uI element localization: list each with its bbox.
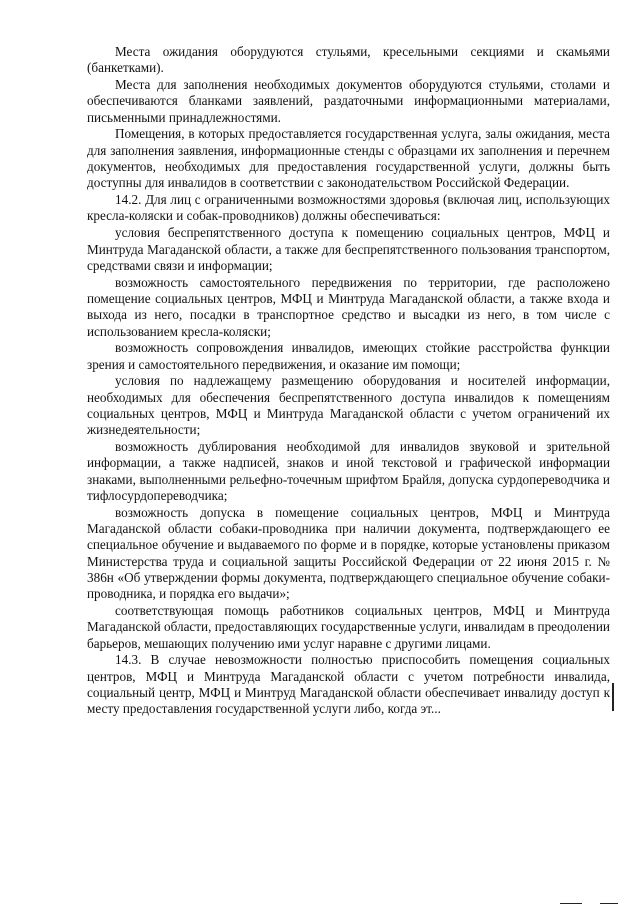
paragraph-section-14-3: 14.3. В случае невозможности полностью приспособить помещения социальных центров, МФЦ и Минтруда Магаданской области с учетом потребности инвалида, социальный центр, МФЦ и Минтруд Магаданской области обеспечивает инвалиду доступ к месту предоставления государственной услуги либо, когда эт... xyxy=(87,652,610,717)
paragraph-form-filling-places: Места для заполнения необходимых документов оборудуются стульями, столами и обеспечиваются бланками заявлений, раздаточными информационными материалами, письменными принадлежностями. xyxy=(87,77,610,125)
paragraph-independent-movement: возможность самостоятельного передвижения по территории, где расположено помещение социальных центров, МФЦ и Минтруда Магаданской области, а также входа и выхода из него, посадки в транспортное средство и высадки из него, в том числе с использованием кресла-коляски; xyxy=(87,274,610,339)
paragraph-guide-dog-access: возможность допуска в помещение социальных центров, МФЦ и Минтруда Магаданской области собаки-проводника при наличии документа, подтверждающего ее специальное обучение и выдаваемого по форме и в порядке, которые установлены приказом Министерства труда и социальной защиты Российской Федерации от 22 июня 2015 г. № 386н «Об утверждении формы документа, подтверждающего специальное обучение собаки-проводника, и порядка его выдачи»; xyxy=(87,504,610,602)
scan-edge-mark xyxy=(612,683,614,711)
scan-bottom-mark xyxy=(560,903,582,904)
paragraph-accessibility-premises: Помещения, в которых предоставляется государственная услуга, залы ожидания, места для заполнения заявления, информационные стенды с образцами их заполнения и перечнем документов, необходимых для предоставления государственной услуги, должны быть доступны для инвалидов в соответствии с законодательством Российской Федерации. xyxy=(87,126,610,191)
paragraph-waiting-areas: Места ожидания оборудуются стульями, кресельными секциями и скамьями (банкетками). xyxy=(87,44,610,76)
paragraph-information-duplication: возможность дублирования необходимой для инвалидов звуковой и зрительной информации, а также надписей, знаков и иной текстовой и графической информации знаками, выполненными рельефно-точечным шрифтом Брайля, допуска сурдопереводчика и тифлосурдопереводчика; xyxy=(87,439,610,504)
paragraph-staff-assistance: соответствующая помощь работников социальных центров, МФЦ и Минтруда Магаданской области, предоставляющих государственные услуги, инвалидам в преодолении барьеров, мешающих получению ими услуг наравне с другими лицами. xyxy=(87,603,610,651)
scan-bottom-mark xyxy=(600,903,618,904)
paragraph-escort-assistance: возможность сопровождения инвалидов, имеющих стойкие расстройства функции зрения и самостоятельного передвижения, и оказание им помощи; xyxy=(87,340,610,372)
paragraph-section-14-2: 14.2. Для лиц с ограниченными возможностями здоровья (включая лиц, использующих кресла-коляски и собак-проводников) должны обеспечиваться: xyxy=(87,192,610,224)
paragraph-unimpeded-access: условия беспрепятственного доступа к помещению социальных центров, МФЦ и Минтруда Магаданской области, а также для беспрепятственного пользования транспортом, средствами связи и информации; xyxy=(87,225,610,273)
document-body xyxy=(87,44,610,718)
paragraph-equipment-placement: условия по надлежащему размещению оборудования и носителей информации, необходимых для обеспечения беспрепятственного доступа инвалидов к помещениям социальных центров, МФЦ и Минтруда Магаданской области с учетом ограничений их жизнедеятельности; xyxy=(87,373,610,438)
